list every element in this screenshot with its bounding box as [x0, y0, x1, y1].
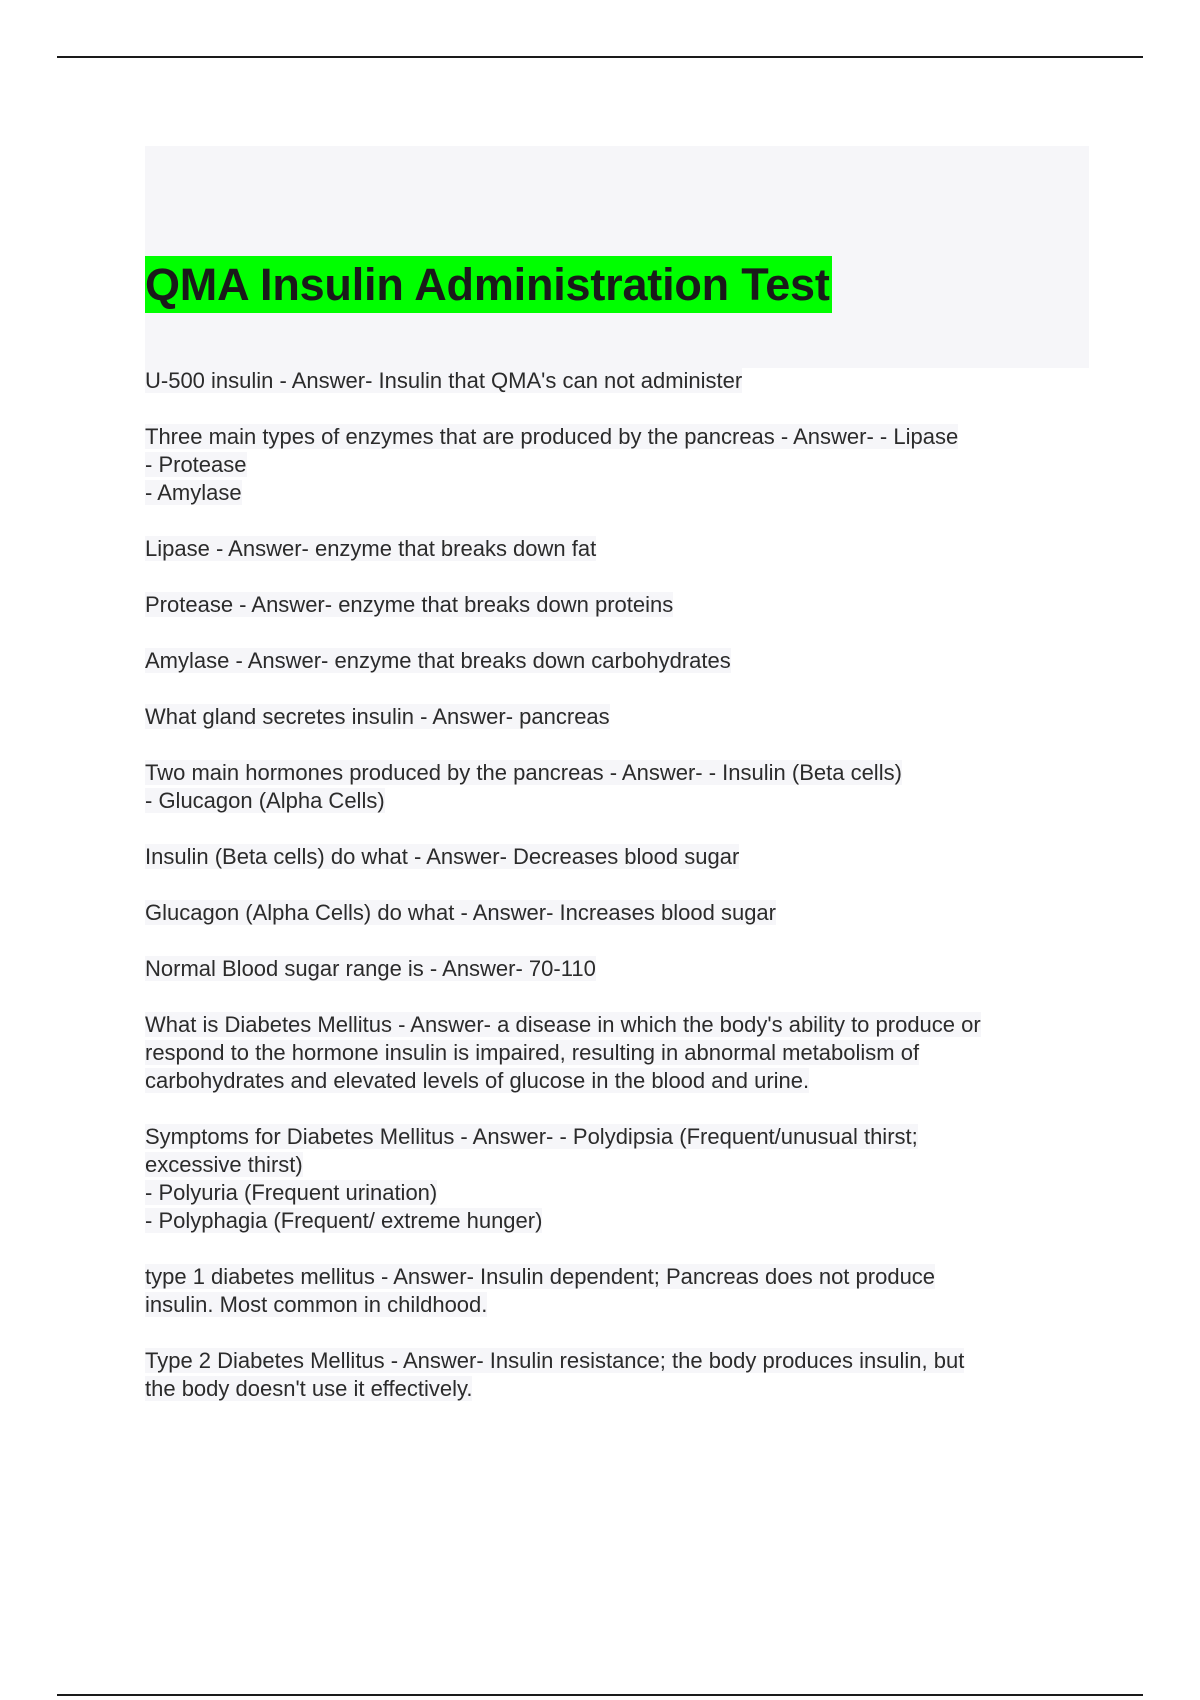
qa-line — [145, 1179, 1075, 1207]
qa-line — [145, 1347, 1075, 1375]
qa-line — [145, 1067, 1075, 1095]
qa-line — [145, 423, 1075, 451]
qa-line-text: type 1 diabetes mellitus - Answer- Insulin dependent; Pancreas does not produce — [145, 1264, 936, 1289]
qa-line-text: the body doesn't use it effectively. — [145, 1376, 473, 1401]
qa-line — [145, 647, 1075, 675]
qa-entry — [145, 591, 1075, 619]
qa-line-text: insulin. Most common in childhood. — [145, 1292, 488, 1317]
qa-entry — [145, 703, 1075, 731]
qa-entry — [145, 1123, 1075, 1235]
qa-line-text: - Protease — [145, 452, 247, 477]
qa-entry — [145, 367, 1075, 395]
qa-line-text: Normal Blood sugar range is - Answer- 70-110 — [145, 956, 596, 981]
qa-line-text: Three main types of enzymes that are produced by the pancreas - Answer- - Lipase — [145, 424, 959, 449]
qa-line-text: - Polyuria (Frequent urination) — [145, 1180, 438, 1205]
qa-line-text: - Amylase — [145, 480, 242, 505]
qa-entry — [145, 535, 1075, 563]
qa-list — [145, 367, 1075, 1431]
qa-line — [145, 479, 1075, 507]
qa-line — [145, 955, 1075, 983]
qa-line — [145, 759, 1075, 787]
qa-line-text: Two main hormones produced by the pancreas - Answer- - Insulin (Beta cells) — [145, 760, 902, 785]
qa-line-text: Symptoms for Diabetes Mellitus - Answer- - Polydipsia (Frequent/unusual thirst; — [145, 1124, 918, 1149]
qa-line — [145, 451, 1075, 479]
qa-line-text: respond to the hormone insulin is impaired, resulting in abnormal metabolism of — [145, 1040, 920, 1065]
qa-line-text: - Glucagon (Alpha Cells) — [145, 788, 385, 813]
qa-entry — [145, 1011, 1075, 1095]
qa-line-text: Type 2 Diabetes Mellitus - Answer- Insulin resistance; the body produces insulin, but — [145, 1348, 965, 1373]
page-title: QMA Insulin Administration Test — [145, 256, 832, 313]
qa-line — [145, 899, 1075, 927]
qa-line — [145, 1291, 1075, 1319]
qa-line — [145, 1375, 1075, 1403]
qa-line — [145, 1207, 1075, 1235]
qa-line — [145, 1263, 1075, 1291]
top-rule — [57, 56, 1143, 58]
qa-line-text: Protease - Answer- enzyme that breaks down proteins — [145, 592, 674, 617]
qa-entry — [145, 955, 1075, 983]
qa-entry — [145, 1347, 1075, 1403]
qa-line — [145, 1123, 1075, 1151]
qa-entry — [145, 899, 1075, 927]
qa-line-text: Glucagon (Alpha Cells) do what - Answer- Increases blood sugar — [145, 900, 776, 925]
qa-entry — [145, 759, 1075, 815]
qa-line — [145, 591, 1075, 619]
qa-line — [145, 1151, 1075, 1179]
qa-line-text: excessive thirst) — [145, 1152, 303, 1177]
qa-line-text: - Polyphagia (Frequent/ extreme hunger) — [145, 1208, 543, 1233]
qa-line — [145, 703, 1075, 731]
qa-line-text: Lipase - Answer- enzyme that breaks down fat — [145, 536, 597, 561]
qa-line-text: Insulin (Beta cells) do what - Answer- Decreases blood sugar — [145, 844, 740, 869]
qa-line-text: What gland secretes insulin - Answer- pancreas — [145, 704, 610, 729]
qa-entry — [145, 1263, 1075, 1319]
qa-line — [145, 535, 1075, 563]
qa-entry — [145, 647, 1075, 675]
qa-line — [145, 843, 1075, 871]
qa-entry — [145, 423, 1075, 507]
qa-line-text: U-500 insulin - Answer- Insulin that QMA's can not administer — [145, 368, 743, 393]
qa-line — [145, 1011, 1075, 1039]
qa-line-text: Amylase - Answer- enzyme that breaks down carbohydrates — [145, 648, 731, 673]
qa-line — [145, 1039, 1075, 1067]
qa-line — [145, 367, 1075, 395]
qa-line-text: carbohydrates and elevated levels of glucose in the blood and urine. — [145, 1068, 810, 1093]
qa-line — [145, 787, 1075, 815]
qa-line-text: What is Diabetes Mellitus - Answer- a disease in which the body's ability to produce or — [145, 1012, 981, 1037]
qa-entry — [145, 843, 1075, 871]
bottom-rule — [57, 1694, 1143, 1696]
